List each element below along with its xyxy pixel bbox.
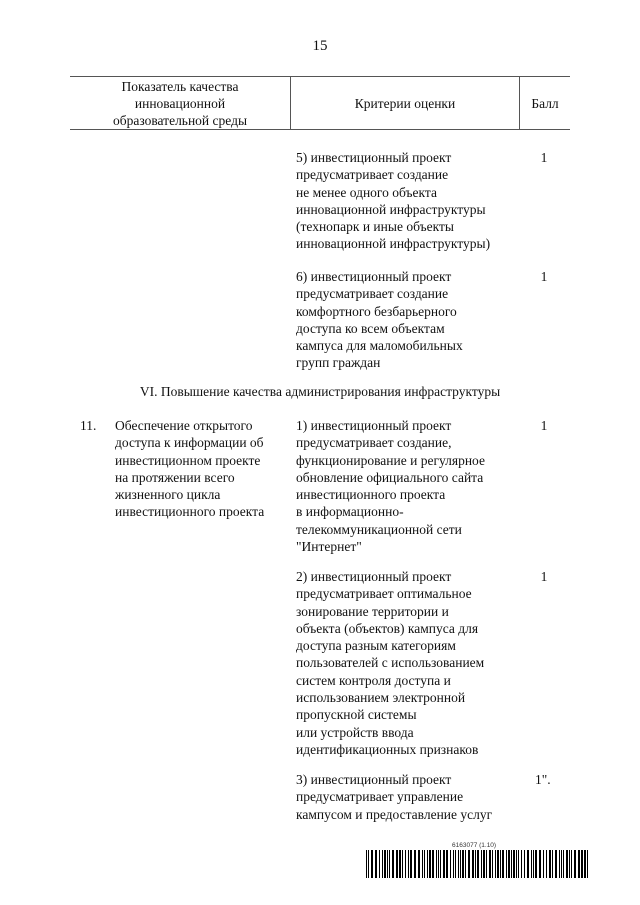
header-score: Балл: [531, 96, 559, 111]
table-top-rule: [70, 76, 570, 77]
criterion-text: 3) инвестиционный проект предусматривает управление кампусом и предоставление услуг: [296, 772, 493, 822]
barcode-number: 6163077 (1.10): [452, 842, 497, 849]
barcode: [366, 850, 590, 878]
criterion-score: 1: [540, 269, 548, 284]
criterion-score: 1: [540, 150, 548, 165]
criterion-text: 5) инвестиционный проект предусматривает создание не менее одного объекта инновационной инфраструктуры (технопарк и иные объекты инновационной инфраструктуры): [296, 150, 491, 252]
criterion-score: 1: [540, 569, 548, 584]
section-title: VI. Повышение качества администрирования инфраструктуры: [139, 384, 501, 399]
row-indicator: Обеспечение открытого доступа к информации об инвестиционном проекте на протяжении всего жизненного цикла инвестиционного проекта: [115, 418, 265, 520]
header-indicator: Показатель качества инновационной образовательной среды: [112, 79, 248, 128]
header-criteria: Критерии оценки: [354, 96, 456, 111]
criterion-score: 1".: [535, 772, 551, 787]
page-number: 15: [312, 38, 328, 54]
criterion-text: 1) инвестиционный проект предусматривает создание, функционирование и регулярное обновление официального сайта инвестиционного проекта в информационно- телекоммуникационной сети "Интернет": [296, 418, 485, 555]
table-header-rule: [70, 129, 570, 130]
header-divider-1: [290, 76, 291, 129]
criterion-text: 2) инвестиционный проект предусматривает оптимальное зонирование территории и объекта (объектов) кампуса для доступа разным категориям пользователей с использованием систем контроля доступа и использованием электронной пропускной системы или устройств ввода идентификационных признаков: [296, 569, 485, 757]
row-number: 11.: [80, 418, 97, 433]
criterion-text: 6) инвестиционный проект предусматривает создание комфортного безбарьерного доступа ко всем объектам кампуса для маломобильных групп граждан: [296, 269, 463, 371]
criterion-score: 1: [540, 418, 548, 433]
